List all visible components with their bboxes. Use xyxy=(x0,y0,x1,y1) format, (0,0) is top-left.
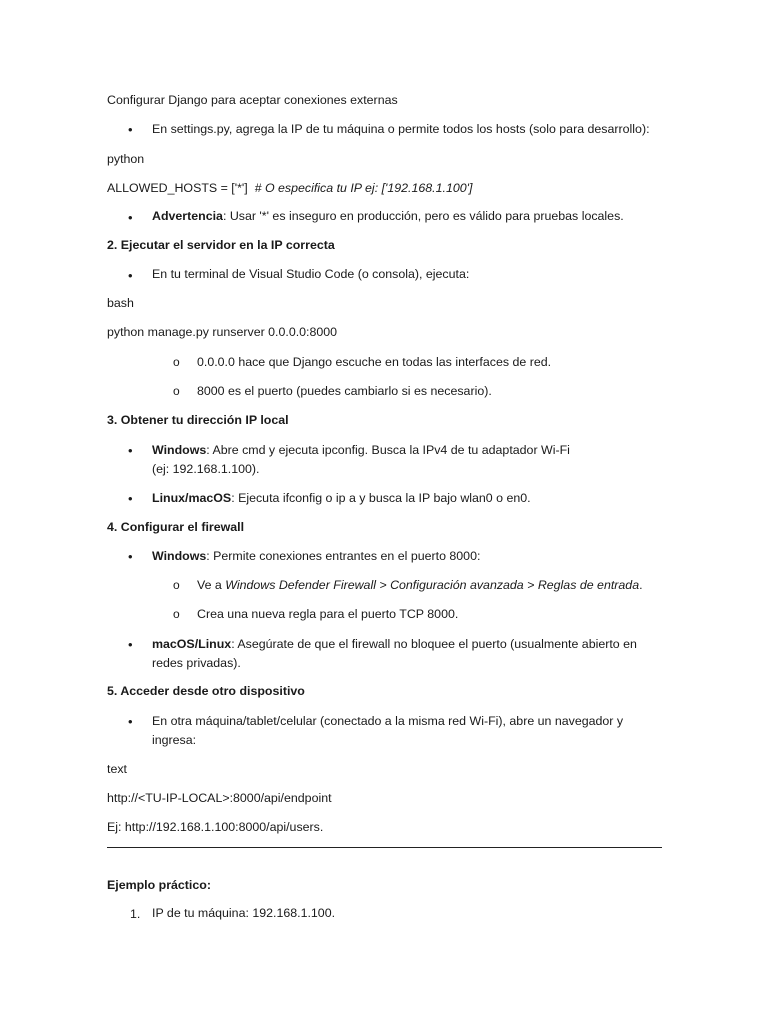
sub-bullet-marker: o xyxy=(173,607,180,621)
firewall-step-1-suffix: . xyxy=(639,578,643,592)
section-heading-4: 4. Configurar el firewall xyxy=(107,520,245,534)
linux-ip-item xyxy=(152,489,662,508)
bullet-marker: • xyxy=(128,210,133,225)
firewall-windows-text: : Permite conexiones entrantes en el puerto 8000: xyxy=(206,549,481,563)
firewall-mac-text: : Asegúrate de que el firewall no bloquee el puerto (usualmente abierto en xyxy=(231,637,637,651)
sub-bullet-marker: o xyxy=(173,355,180,369)
access-instruction xyxy=(152,712,662,750)
bullet-marker: • xyxy=(128,268,133,283)
windows-label: Windows xyxy=(152,443,207,457)
list-item-ip: IP de tu máquina: 192.168.1.100. xyxy=(152,906,336,920)
section-heading-2: 2. Ejecutar el servidor en la IP correcta xyxy=(107,238,335,252)
allowed-hosts-comment: # O especifica tu IP ej: ['192.168.1.100'] xyxy=(254,181,473,195)
firewall-windows-label: Windows xyxy=(152,549,207,563)
firewall-step-1-prefix: Ve a xyxy=(197,578,226,592)
linux-label: Linux/macOS xyxy=(152,491,232,505)
settings-instruction: En settings.py, agrega la IP de tu máquina o permite todos los hosts (solo para desarrollo): xyxy=(152,122,650,136)
firewall-mac-text-cont: redes privadas). xyxy=(152,656,241,670)
terminal-instruction: En tu terminal de Visual Studio Code (o consola), ejecuta: xyxy=(152,267,470,281)
bullet-marker: • xyxy=(128,443,133,458)
list-number: 1. xyxy=(130,907,141,921)
access-text-2: ingresa: xyxy=(152,733,197,747)
firewall-step-1 xyxy=(197,577,643,593)
intro-title: Configurar Django para aceptar conexiones externas xyxy=(107,93,398,107)
allowed-hosts-assignment: ALLOWED_HOSTS = ['*'] xyxy=(107,181,248,195)
url-example: Ej: http://192.168.1.100:8000/api/users. xyxy=(107,820,324,834)
firewall-mac-item xyxy=(152,635,662,673)
bullet-marker: • xyxy=(128,714,133,729)
runserver-command: python manage.py runserver 0.0.0.0:8000 xyxy=(107,325,338,339)
warning-text: : Usar '*' es inseguro en producción, pero es válido para pruebas locales. xyxy=(222,209,624,223)
firewall-step-1-path: Windows Defender Firewall > Configuración avanzada > Reglas de entrada xyxy=(225,578,640,592)
runserver-note-port: 8000 es el puerto (puedes cambiarlo si es necesario). xyxy=(197,384,492,398)
bullet-marker: • xyxy=(128,549,133,564)
section-heading-5: 5. Acceder desde otro dispositivo xyxy=(107,684,305,698)
firewall-step-2: Crea una nueva regla para el puerto TCP 8000. xyxy=(197,607,459,621)
bullet-marker: • xyxy=(128,491,133,506)
runserver-note-ip: 0.0.0.0 hace que Django escuche en todas las interfaces de red. xyxy=(197,355,552,369)
example-heading: Ejemplo práctico: xyxy=(107,878,211,892)
code-language-label: text xyxy=(107,762,127,776)
code-language-label: python xyxy=(107,152,145,166)
allowed-hosts-code xyxy=(107,180,472,196)
windows-ip-text: : Abre cmd y ejecuta ipconfig. Busca la IPv4 de tu adaptador Wi-Fi xyxy=(206,443,570,457)
bullet-marker: • xyxy=(128,122,133,137)
windows-ip-example: (ej: 192.168.1.100). xyxy=(152,462,260,476)
access-text-1: En otra máquina/tablet/celular (conectado a la misma red Wi-Fi), abre un navegador y xyxy=(152,714,624,728)
firewall-windows-item xyxy=(152,547,662,566)
sub-bullet-marker: o xyxy=(173,384,180,398)
code-language-label: bash xyxy=(107,296,134,310)
bullet-marker: • xyxy=(128,637,133,652)
section-heading-3: 3. Obtener tu dirección IP local xyxy=(107,413,289,427)
warning-label: Advertencia xyxy=(152,209,223,223)
sub-bullet-marker: o xyxy=(173,578,180,592)
windows-ip-item xyxy=(152,441,662,479)
url-template: http://<TU-IP-LOCAL>:8000/api/endpoint xyxy=(107,791,332,805)
horizontal-rule xyxy=(107,847,662,848)
firewall-mac-label: macOS/Linux xyxy=(152,637,232,651)
warning-item xyxy=(152,207,662,226)
linux-ip-text: : Ejecuta ifconfig o ip a y busca la IP bajo wlan0 o en0. xyxy=(231,491,531,505)
